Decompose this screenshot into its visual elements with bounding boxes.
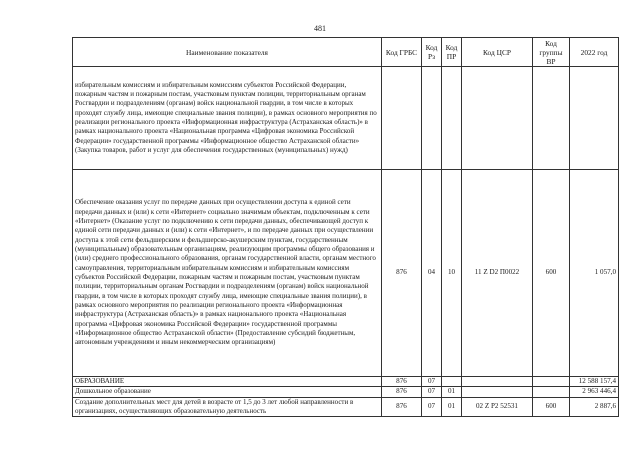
- row-amount: 12 588 157,4: [570, 377, 619, 387]
- header-grbs: Код ГРБС: [382, 38, 422, 67]
- row-csr: [462, 67, 533, 170]
- row-pr: 10: [442, 170, 462, 377]
- header-year: 2022 год: [570, 38, 619, 67]
- table-header-row: [73, 38, 619, 67]
- table-row: [73, 377, 619, 387]
- row-amount: [570, 67, 619, 170]
- row-vr: [533, 67, 570, 170]
- row-name: избирательным комиссиям и избирательным комиссиям субъектов Российской Федерации, пожарным частям и пожарным постам, участковым пунктам полиции, территориальным органам Росгвардии и подразделениям (органам) войск национальной гвардии, в том числе в которых проходят службу лица, имеющие специальные звания полиции), в рамках основного мероприятия по реализации регионального проекта «Информационная инфраструктура (Астраханская область)» в рамках национального проекта «Национальная программа «Цифровая экономика Российской Федерации» государственной программы «Информационное общество Астраханской области» (Закупка товаров, работ и услуг для обеспечения государственных (муниципальных) нужд): [73, 67, 382, 170]
- row-amount: 1 057,0: [570, 170, 619, 377]
- row-grbs: 876: [382, 387, 422, 397]
- row-vr: [533, 377, 570, 387]
- row-grbs: 876: [382, 377, 422, 387]
- row-pr: [442, 377, 462, 387]
- row-rz: 07: [422, 397, 442, 417]
- table-row: [73, 387, 619, 397]
- table-row: [73, 397, 619, 417]
- row-rz: 07: [422, 387, 442, 397]
- table-row: [73, 170, 619, 377]
- header-pr: Код ПР: [442, 38, 462, 67]
- row-pr: [442, 67, 462, 170]
- row-name: ОБРАЗОВАНИЕ: [73, 377, 382, 387]
- header-vr: Код группы ВР: [533, 38, 570, 67]
- row-rz: [422, 67, 442, 170]
- row-vr: 600: [533, 170, 570, 377]
- row-rz: 07: [422, 377, 442, 387]
- row-vr: [533, 387, 570, 397]
- row-grbs: [382, 67, 422, 170]
- row-amount: 2 963 446,4: [570, 387, 619, 397]
- row-amount: 2 887,6: [570, 397, 619, 417]
- row-csr: [462, 377, 533, 387]
- row-grbs: 876: [382, 397, 422, 417]
- row-csr: 02 Z P2 52531: [462, 397, 533, 417]
- row-csr: [462, 387, 533, 397]
- row-rz: 04: [422, 170, 442, 377]
- header-csr: Код ЦСР: [462, 38, 533, 67]
- row-csr: 11 Z D2 П0022: [462, 170, 533, 377]
- row-pr: 01: [442, 397, 462, 417]
- budget-table: [72, 37, 619, 417]
- header-rz: Код Рз: [422, 38, 442, 67]
- row-name: Создание дополнительных мест для детей в возрасте от 1,5 до 3 лет любой направленности в организациях, осуществляющих образовательную деятельность: [73, 397, 382, 417]
- page-number: 481: [314, 24, 326, 33]
- row-grbs: 876: [382, 170, 422, 377]
- row-name: Обеспечение оказания услуг по передаче данных при осуществлении доступа к единой сети передачи данных и (или) к сети «Интернет» социально значимым объектам, подключенным к сети «Интернет» (Оказание услуг по подключению к сети передачи данных, обеспечивающей доступ к единой сети передачи данных и (или) к сети «Интернет», и по передаче данных при осуществлении доступа к этой сети фельдшерским и фельдшерско-акушерским пунктам, государственным (муниципальным) образовательным организациям, реализующим программы общего образования и (или) среднего профессионального образования, органам государственной власти, органам местного самоуправления, территориальным избирательным комиссиям и избирательным комиссиям субъектов Российской Федерации, пожарным частям и пожарным постам, участковым пунктам полиции, территориальным органам Росгвардии и подразделениям (органам) войск национальной гвардии, в том числе в которых проходят службу лица, имеющие специальные звания полиции), в рамках основного мероприятия по реализации регионального проекта «Информационная инфраструктура (Астраханская область)» в рамках национального проекта «Национальная программа «Цифровая экономика Российской Федерации» государственной программы «Информационное общество Астраханской области» (Предоставление субсидий бюджетным, автономным учреждениям и иным некоммерческим организациям): [73, 170, 382, 377]
- table-row: [73, 67, 619, 170]
- row-name: Дошкольное образование: [73, 387, 382, 397]
- row-vr: 600: [533, 397, 570, 417]
- header-name: Наименование показателя: [73, 38, 382, 67]
- row-pr: 01: [442, 387, 462, 397]
